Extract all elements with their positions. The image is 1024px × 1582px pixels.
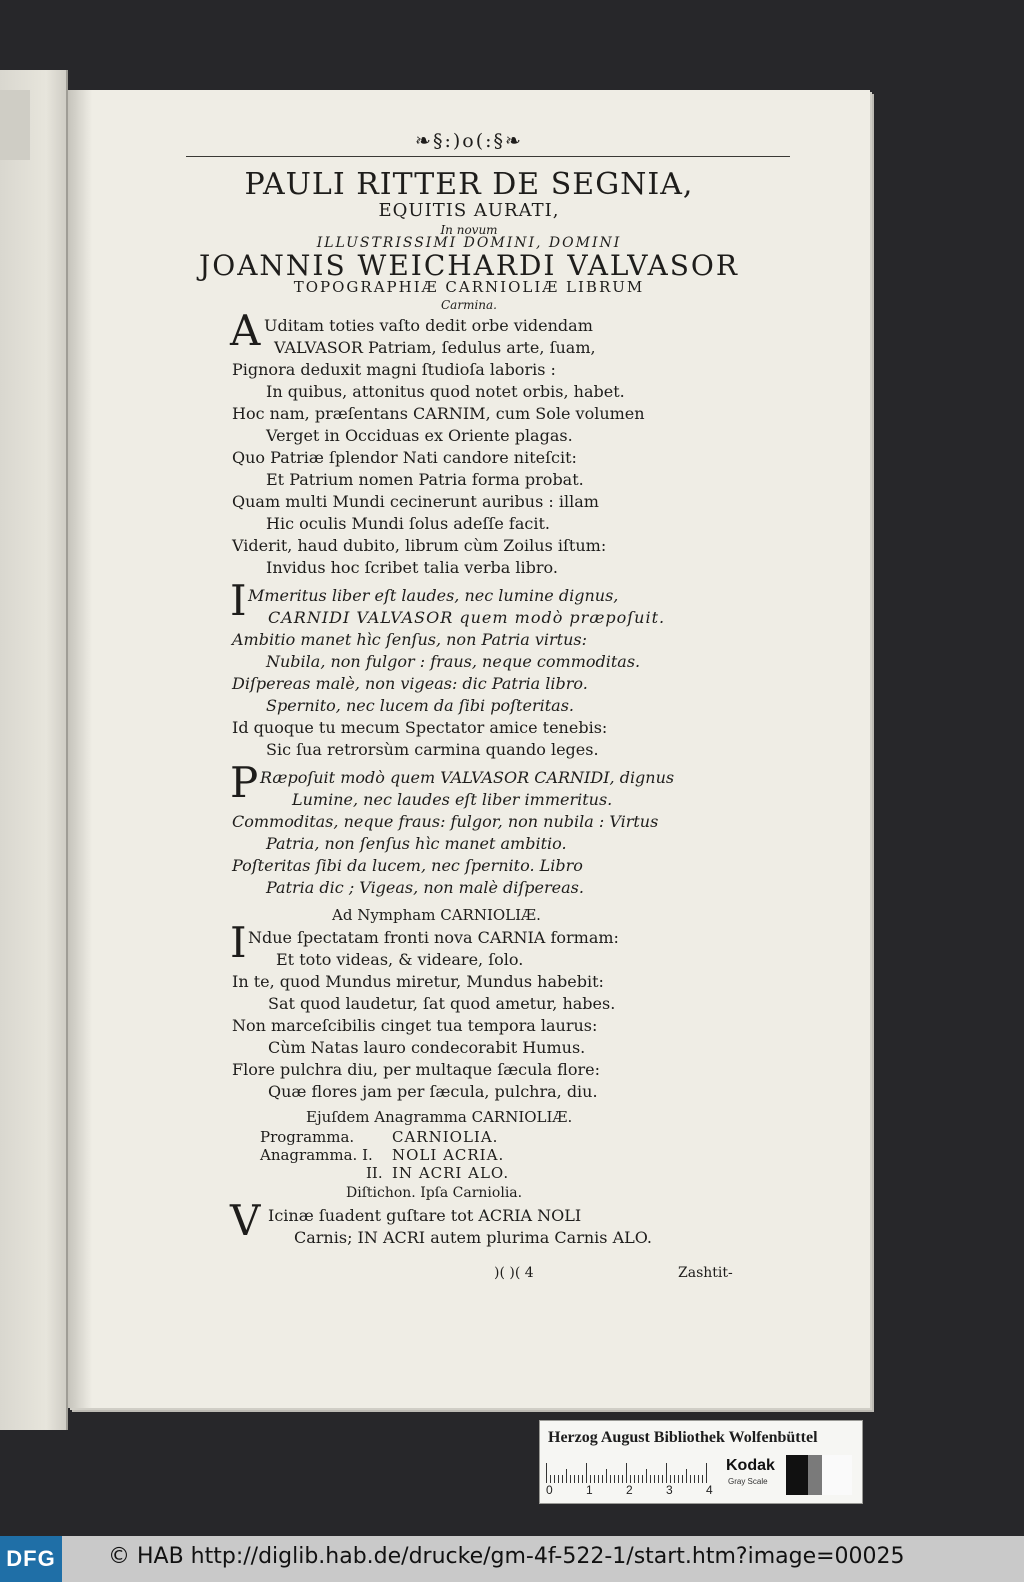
poem2-line: Spernito, nec lucem da ſibi poſteritas.	[266, 696, 574, 715]
distichon: Diſtichon. Ipſa Carniolia.	[346, 1185, 523, 1201]
swatch-white	[822, 1455, 852, 1495]
scale-tick	[662, 1475, 663, 1483]
poem4-line: Non marceſcibilis cinget tua tempora laurus:	[232, 1016, 598, 1035]
header-rule	[186, 156, 790, 157]
anagram-heading: Ejuſdem Anagramma CARNIOLIÆ.	[306, 1108, 573, 1126]
poem1-line: Viderit, haud dubito, librum cùm Zoilus iſtum:	[232, 536, 607, 555]
scale-tick	[670, 1475, 671, 1483]
scale-tick	[566, 1469, 567, 1483]
scale-tick	[686, 1469, 687, 1483]
library-stamp	[539, 1420, 863, 1504]
title-dedication: ILLUSTRISSIMI DOMINI, DOMINI	[316, 235, 622, 251]
poem1-line: Hic oculis Mundi ſolus adeſſe facit.	[266, 514, 550, 533]
scale-tick	[626, 1463, 627, 1483]
scale-number: 1	[586, 1483, 593, 1497]
poem4-line: Cùm Natas lauro condecorabit Humus.	[268, 1038, 586, 1057]
kodak-label: Kodak	[726, 1457, 775, 1474]
poem3-line: Patria dic ; Vigeas, non malè diſpereas.	[266, 878, 584, 897]
swatch-gray	[808, 1455, 822, 1495]
title-rank: EQUITIS AURATI,	[378, 200, 560, 221]
dropcap-i: I	[230, 576, 247, 625]
title-prep: In novum	[440, 223, 498, 237]
poem2-line: Mmeritus liber eſt laudes, nec lumine dignus,	[248, 586, 619, 605]
poem1-line: Hoc nam, præſentans CARNIM, cum Sole volumen	[232, 404, 645, 423]
page-edge-fold	[0, 90, 30, 160]
poem4-line: Flore pulchra diu, per multaque ſæcula flore:	[232, 1060, 600, 1079]
poem4-line: Ndue ſpectatam fronti nova CARNIA formam:	[248, 928, 619, 947]
poem4-line: Sat quod laudetur, ſat quod ametur, habes.	[268, 994, 616, 1013]
poem4-line: Et toto videas, & videare, ſolo.	[276, 950, 524, 969]
poem1-line: In quibus, attonitus quod notet orbis, habet.	[266, 382, 625, 401]
scale-tick	[678, 1475, 679, 1483]
poem3-line: Poſteritas ſibi da lucem, nec ſpernito. Libro	[232, 856, 583, 875]
scale-tick	[614, 1475, 615, 1483]
programma-label: Programma.	[260, 1128, 355, 1146]
poem5-line: Carnis; IN ACRI autem plurima Carnis ALO.	[294, 1228, 653, 1247]
gray-swatches	[786, 1455, 852, 1495]
scale-tick	[618, 1475, 619, 1483]
dropcap-i-2: I	[230, 918, 247, 967]
scale-tick	[570, 1475, 571, 1483]
poem3-line: Commoditas, neque fraus: fulgor, non nubila : Virtus	[232, 812, 659, 831]
anagramma-2-label: II.	[366, 1164, 383, 1182]
nymph-heading: Ad Nympham CARNIOLIÆ.	[332, 906, 541, 924]
dfg-logo: DFG	[0, 1536, 62, 1582]
scale-tick	[666, 1463, 667, 1483]
scale-number: 3	[666, 1483, 673, 1497]
anagramma-2: IN ACRI ALO.	[392, 1164, 510, 1182]
scale-tick	[630, 1475, 631, 1483]
scale-tick	[578, 1475, 579, 1483]
poem3-line: Patria, non ſenſus hìc manet ambitio.	[266, 834, 567, 853]
title-book: TOPOGRAPHIÆ CARNIOLIÆ LIBRUM	[293, 278, 645, 296]
scale-number: 0	[546, 1483, 553, 1497]
poem1-line: Invidus hoc ſcribet talia verba libro.	[266, 558, 558, 577]
scale-tick	[590, 1475, 591, 1483]
previous-page-edge	[0, 70, 68, 1430]
programma-value: CARNIOLIA.	[392, 1128, 499, 1146]
scale-tick	[550, 1475, 551, 1483]
poem3-line: Ræpoſuit modò quem VALVASOR CARNIDI, dignus	[260, 768, 675, 787]
scale-tick	[598, 1475, 599, 1483]
anagramma-label: Anagramma. I.	[260, 1146, 373, 1164]
scale-tick	[638, 1475, 639, 1483]
poem4-line: In te, quod Mundus miretur, Mundus habebit:	[232, 972, 604, 991]
scale-tick	[642, 1475, 643, 1483]
dropcap-v: V	[230, 1196, 261, 1245]
poem2-line: Nubila, non fulgor : fraus, neque commoditas.	[266, 652, 641, 671]
anagramma-1: NOLI ACRIA.	[392, 1146, 505, 1164]
dropcap-a: A	[230, 306, 261, 355]
scale-number: 2	[626, 1483, 633, 1497]
scale-tick	[586, 1463, 587, 1483]
scale-tick	[602, 1475, 603, 1483]
title-author: PAULI RITTER DE SEGNIA,	[244, 167, 694, 202]
poem1-line: VALVASOR Patriam, ſedulus arte, ſuam,	[274, 338, 596, 357]
dropcap-p: P	[230, 758, 259, 807]
scale-tick	[658, 1475, 659, 1483]
poem2-line: Id quoque tu mecum Spectator amice tenebis:	[232, 718, 608, 737]
scale-tick	[582, 1475, 583, 1483]
title-name: JOANNIS WEICHARDI VALVASOR	[199, 249, 739, 282]
scale-tick	[654, 1475, 655, 1483]
poem2-line: Diſpereas malè, non vigeas: dic Patria libro.	[232, 674, 588, 693]
scale-tick	[702, 1475, 703, 1483]
signature-mark: )( )( 4	[494, 1265, 534, 1281]
header-ornament: ❧§:)o(:§❧	[415, 130, 523, 152]
scale-tick	[682, 1475, 683, 1483]
scale-tick	[622, 1475, 623, 1483]
scale-number: 4	[706, 1483, 713, 1497]
poem3-line: Lumine, nec laudes eſt liber immeritus.	[292, 790, 613, 809]
book-page	[68, 90, 870, 1408]
poem1-line: Quo Patriæ ſplendor Nati candore niteſcit:	[232, 448, 577, 467]
scale-tick	[694, 1475, 695, 1483]
title-carmina: Carmina.	[441, 298, 497, 312]
poem1-line: Quam multi Mundi cecinerunt auribus : illam	[232, 492, 599, 511]
scale-tick	[558, 1475, 559, 1483]
scale-tick	[674, 1475, 675, 1483]
scale-tick	[546, 1463, 547, 1483]
poem2-line: CARNIDI VALVASOR quem modò præpoſuit.	[268, 608, 666, 627]
poem2-line: Ambitio manet hìc ſenſus, non Patria virtus:	[232, 630, 587, 649]
swatch-black	[786, 1455, 808, 1495]
footer-bar	[0, 1536, 1024, 1582]
measurement-scale	[546, 1457, 722, 1483]
scale-tick	[706, 1463, 707, 1483]
poem5-line: Icinæ ſuadent guſtare tot ACRIA NOLI	[268, 1206, 582, 1225]
poem4-line: Quæ flores jam per ſæcula, pulchra, diu.	[268, 1082, 598, 1101]
poem1-line: Uditam toties vaſto dedit orbe videndam	[264, 316, 593, 335]
source-url[interactable]: © HAB http://diglib.hab.de/drucke/gm-4f-522-1/start.htm?image=00025	[108, 1544, 905, 1569]
gray-scale-label: Gray Scale	[728, 1477, 768, 1486]
scale-tick	[698, 1475, 699, 1483]
scale-numbers	[546, 1483, 726, 1497]
library-name: Herzog August Bibliothek Wolfenbüttel	[548, 1429, 818, 1446]
scale-tick	[634, 1475, 635, 1483]
catchword: Zashtit-	[678, 1265, 733, 1281]
scale-tick	[610, 1475, 611, 1483]
scale-tick	[646, 1469, 647, 1483]
scale-tick	[650, 1475, 651, 1483]
scale-tick	[690, 1475, 691, 1483]
poem1-line: Verget in Occiduas ex Oriente plagas.	[266, 426, 573, 445]
scale-tick	[574, 1475, 575, 1483]
poem1-line: Et Patrium nomen Patria forma probat.	[266, 470, 584, 489]
poem1-line: Pignora deduxit magni ſtudioſa laboris :	[232, 360, 556, 379]
scale-tick	[562, 1475, 563, 1483]
scale-tick	[606, 1469, 607, 1483]
scale-tick	[554, 1475, 555, 1483]
scale-tick	[594, 1475, 595, 1483]
poem2-line: Sic ſua retrorsùm carmina quando leges.	[266, 740, 599, 759]
